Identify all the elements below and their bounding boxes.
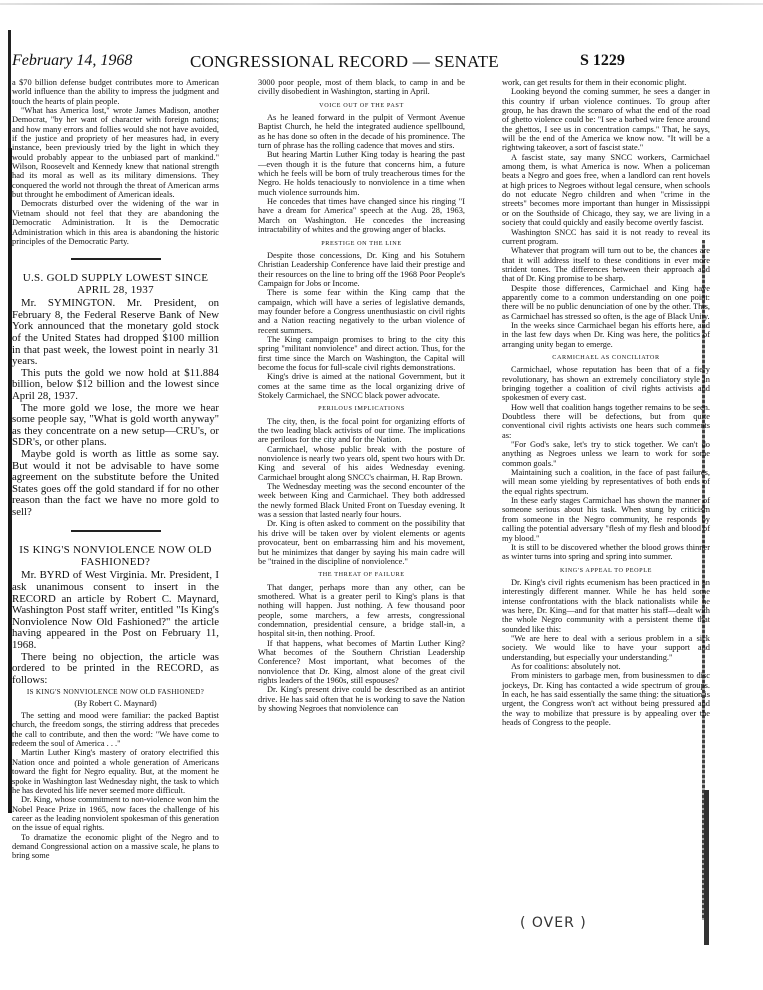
paragraph: The King campaign promises to bring to the city this spring "militant nonviolence" and direct action. Thus, for the first time since the March on Washington, the Capital will become the focus for full-scale civil rights demonstrations. <box>258 334 465 372</box>
paragraph: "We are here to deal with a serious problem in a sick society. We would like to have your support and understanding, but especially your understanding." <box>502 633 710 662</box>
page-header <box>12 52 742 72</box>
subheading: PRESTIGE ON THE LINE <box>321 239 402 247</box>
paragraph: Dr. King's present drive could be described as an antiriot drive. He has said often that he is working to save the Nation by showing Negroes that nonviolence can <box>258 685 465 713</box>
paragraph: Mr. SYMINGTON. Mr. President, on February 8, the Federal Reserve Bank of New York announced that the monetary gold stock of the United States had dropped $100 million in that past week, the lowest point in nearly 31 years. <box>12 297 219 368</box>
scan-margin-bar <box>704 790 709 945</box>
column-3 <box>502 78 710 727</box>
subheading: CARMICHAEL AS CONCILIATOR <box>552 353 660 361</box>
paragraph: "What has America lost," wrote James Madison, another Democrat, "by her want of character with foreign nations; and how many errors and follies would she not have avoided, if the justice and propriety of her measures had, in every instance, been previously tried by the light in which they would probably appear to the unbiased part of mankind." Wilson, Roosevelt and Kennedy knew that national strength had its moral as well as its military dimensions. They conquered the world not through the threat of American arms but throught he embodiment of American ideals. <box>12 106 219 200</box>
paragraph: Looking beyond the coming summer, he sees a danger in this country if urban violence continues. To group after group, he has drawn the scenaro of what the end of the road of ghetto violence could be: "I see a barbed wire fence around the ghettos, I see us in concentration camps." That, he says, will be the end of the America we know now. "It will be a rightwing takeover, a sort of fascist state." <box>502 87 710 153</box>
paragraph: Martin Luther King's mastery of oratory electrified this Nation once and pointed a whole generation of Americans toward the fight for Negro equality. But, at the moment he spoke in Washington last Wednesday night, the task to which he has devoted his life never seemed more difficult. <box>12 748 219 795</box>
section-headline: U.S. GOLD SUPPLY LOWEST SINCE APRIL 28, 1937 <box>22 272 209 297</box>
paragraph: This puts the gold we now hold at $11.884 billion, below $12 billion and the lowest since April 28, 1937. <box>12 366 219 402</box>
paragraph: a $70 billion defense budget contributes more to American world influence than the ability to impress the judgment and touch the hearts of plain people. <box>12 78 219 106</box>
subheading: THE THREAT OF FAILURE <box>318 571 405 579</box>
paragraph: From ministers to garbage men, from businessmen to disc jockeys, Dr. King has contacted a wide spectrum of groups. In each, he has said essentially the same thing: the situation is urgent, the Congress won't act without being pressured and the way to mobilize that pressure is by appealing over the heads of Congress to the people. <box>502 671 710 728</box>
paragraph: Dr. King's civil rights ecumenism has been practiced in an interestingly different manner. While he has held some intense confrontations with the black nationalists while he was here, Dr. King—and for that matter his staff—dealt with the whole Negro community with a persistent theme that sounded like this: <box>502 577 710 634</box>
paragraph: Despite those differences, Carmichael and King have apparently come to a common understanding on one point: there will be no public denunciation of one by the other. This, as Carmichael has stressed so often, is the age of Black Unity. <box>502 283 710 321</box>
subheading: PERILOUS IMPLICATIONS <box>318 405 405 413</box>
paragraph: But hearing Martin Luther King today is hearing the past—even though it is the future that concerns him, a future which he feels will be born of truly treacherous times for the Negro. He holds tenaciously to nonviolence in a time when much violence surrounds him. <box>258 150 465 197</box>
section-divider <box>71 530 161 532</box>
scan-edge <box>0 3 763 5</box>
paragraph: Carmichael, whose reputation has been that of a fiery revolutionary, has shown an extremely conciliatory style in bringing together a coalition of civil rights activists and spokesmen of every cast. <box>502 365 710 403</box>
handwritten-over-note: ( OVER ) <box>520 915 587 931</box>
header-title: CONGRESSIONAL RECORD — SENATE <box>190 52 499 71</box>
paragraph: The Wednesday meeting was the second encounter of the week between King and Carmichael. They both addressed the newly formed Black United Front on Tuesday evening. It was a session that lasted nearly four hours. <box>258 482 465 520</box>
paragraph: As for coalitions: absolutely not. <box>511 661 621 671</box>
section-headline: IS KING'S NONVIOLENCE NOW OLD FASHIONED? <box>19 544 212 569</box>
paragraph: The city, then, is the focal point for organizing efforts of the two leading black activists of our time. The implications are perilous for the city and for the Nation. <box>258 416 465 445</box>
paragraph: Mr. BYRD of West Virginia. Mr. President, I ask unanimous consent to insert in the RECORD an article by Robert C. Maynard, Washington Post staff writer, entitled "Is King's Nonviolence Now Old Fashioned?" the article having appeared in the Post on February 11, 1968. <box>12 569 219 652</box>
article-byline: (By Robert C. Maynard) <box>74 698 157 708</box>
column-1 <box>12 78 219 861</box>
paragraph: "For God's sake, let's try to stick together. We can't do anything as Negroes unless we learn to work for some common goals." <box>502 440 710 468</box>
article-title: IS KING'S NONVIOLENCE NOW OLD FASHIONED? <box>26 688 205 697</box>
section-divider <box>71 258 161 260</box>
page-number: S 1229 <box>580 52 625 69</box>
header-date: February 14, 1968 <box>12 52 133 69</box>
paragraph: There is some fear within the King camp that the campaign, which will have a series of legislative demands, may founder before a Congress unenthusiastic on civil rights and a Nation reacting negatively to the urban violence of recent summers. <box>258 288 465 335</box>
paragraph: It is still to be discovered whether the blood grows thinner as winter turns into spring and spring into summer. <box>502 542 710 562</box>
scan-margin-bar <box>8 30 11 148</box>
paragraph: There being no objection, the article was ordered to be printed in the RECORD, as follows: <box>12 650 219 686</box>
paragraph: If that happens, what becomes of Martin Luther King? What becomes of the Southern Christian Leadership Conference? Most important, what becomes of the nonviolence that Dr. King, almost alone of the great civil rights leaders of the 1960s, still espouses? <box>258 638 465 685</box>
paragraph: Whatever that program will turn out to be, the chances are that it will address itself to these conditions in ever more strident tones. The differences between their approach and that of Dr. King promise to be sharp. <box>502 246 710 284</box>
paragraph: Washington SNCC has said it is not ready to reveal its current program. <box>502 227 710 246</box>
paragraph: Democrats disturbed over the widening of the war in Vietnam should not feel that they are abandoning the Democratic Administration. It is the Democratic Administration which in this area is abandoning the historic principles of the Democratic Party. <box>12 199 219 246</box>
subheading: VOICE OUT OF THE PAST <box>319 101 404 109</box>
paragraph: A fascist state, say many SNCC workers, Carmichael among them, is what America is now. When a policeman beats a Negro and goes free, when a landlord can rent hovels at high prices to Negroes without legal censure, when schools do not educate Negro children and when "crime in the streets" becomes more important than hunger in Mississippi or on the Southside of Chicago, they say, we are living in a society that could quickly and easily become overtly fascist. <box>502 152 710 228</box>
paragraph: work, can get results for them in their economic plight. <box>502 78 687 87</box>
paragraph: King's drive is aimed at the national Government, but it comes at the same time as the local organizing drive of Stokely Carmichael, the SNCC black power advocate. <box>258 372 465 400</box>
paragraph-underlined: Carmichael, whose public break with the posture of nonviolence is nearly two years old, spent two hours with Dr. King and several of his aides Wednesday evening. Carmichael brought along SNCC's chairman, H. Rap Brown. <box>258 444 465 482</box>
paragraph: In the weeks since Carmichael began his efforts here, and in the last few days when Dr. King was here, the politics of arranging unity began to emerge. <box>502 320 710 349</box>
column-2 <box>258 78 465 713</box>
paragraph: He concedes that times have changed since his ringing "I have a dream for America" speech at the Aug. 28, 1963, March on Washington. He concedes the increasing intractability of whites and the growing anger of blacks. <box>258 197 465 235</box>
paragraph: In these early stages Carmichael has shown the manner of someone serious about his task. When stung by criticism from someone in the Negro community, he responds by calling the potential adversary "flesh of my flesh and blood of my blood." <box>502 496 710 543</box>
paragraph: Maybe gold is worth as little as some say. But would it not be advisable to have some agreement on the substitute before the United States goes off the gold standard if for no other reason than the fact we have no more gold to sell? <box>12 447 219 518</box>
paragraph: 3000 poor people, most of them black, to camp in and be civilly disobedient in Washington, starting in April. <box>258 78 465 97</box>
paragraph: Dr. King, whose commitment to non-violence won him the Nobel Peace Prize in 1965, now faces the challenge of his career as the leading nonviolent spokesman of this generation on the issue of equal rights. <box>12 795 219 833</box>
paragraph: How well that coalition hangs together remains to be seen. Doubtless there will be defections, but from quite conventional civil rights activists one hears such comments as: <box>502 402 710 440</box>
paragraph: Maintaining such a coalition, in the face of past failures, will mean some yielding by representatives of both ends of the equal rights spectrum. <box>502 468 710 496</box>
paragraph: That danger, perhaps more than any other, can be smothered. What is a greater peril to King's plans is that nothing will happen. Just nothing. A few thousand poor people, some marchers, a few arrests, congressional condemnation, presidential censure, a bridge stall-in, a hospital sit-in, then nothing. Proof. <box>258 582 465 639</box>
subheading: KING'S APPEAL TO PEOPLE <box>560 566 652 574</box>
paragraph: To dramatize the economic plight of the Negro and to demand Congressional action on a massive scale, he plans to bring some <box>12 832 219 861</box>
paragraph: Dr. King is often asked to comment on the possibility that his drive will be taken over by violent elements or agents provocateur, bent on embarrassing him and his movement, but he minimizes that danger by saying his main cadre will be "trained in the discipline of nonviolence." <box>258 519 465 566</box>
paragraph: The setting and mood were familiar: the packed Baptist church, the freedom songs, the stirring address that precedes the call to contribute, and then the word: "We have come to redeem the soul of America . . ." <box>12 711 219 749</box>
paragraph: As he leaned forward in the pulpit of Vermont Avenue Baptist Church, he held the integrated audience spellbound, as he has done so often in the decade of his prominence. The turn of phrase has the rolling cadence that moves and stirs. <box>258 113 465 151</box>
paragraph: Despite those concessions, Dr. King and his Sotuhern Christian Leadership Conference have laid their prestige and their resources on the line to bring off the 1968 Poor People's Campaign for Jobs or Income. <box>258 250 465 288</box>
paragraph: The more gold we lose, the more we hear some people say, "What is gold worth anyway" as they concentrate on a new setup—CRU's, or SDR's, or other plans. <box>12 401 219 449</box>
